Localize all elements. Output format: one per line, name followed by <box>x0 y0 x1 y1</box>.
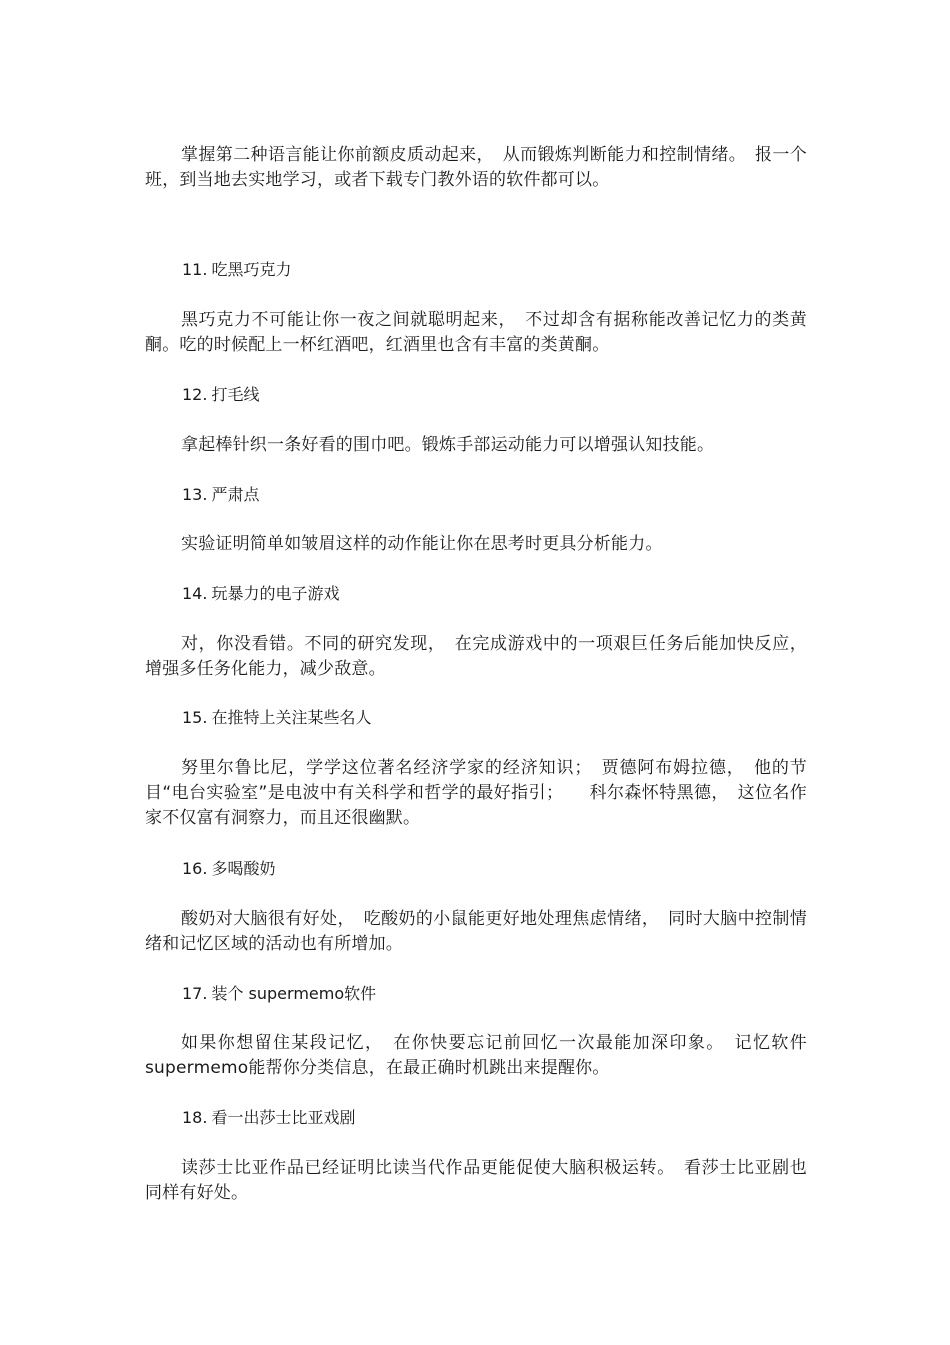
section-number: 16. <box>182 859 208 878</box>
section-heading-11 <box>182 259 291 281</box>
section-heading-17 <box>182 983 376 1005</box>
section-body-16: 酸奶对大脑很有好处， 吃酸奶的小鼠能更好地处理焦虑情绪， 同时大脑中控制情绪和记忆区域的活动也有所增加。 <box>145 909 807 954</box>
section-number: 12. <box>182 385 208 404</box>
section-title: 打毛线 <box>211 385 260 404</box>
section-title: 吃黑巧克力 <box>211 260 292 279</box>
section-title: 在推特上关注某些名人 <box>211 708 372 727</box>
section-heading-14 <box>182 583 339 605</box>
section-body-14: 对，你没看错。不同的研究发现， 在完成游戏中的一项艰巨任务后能加快反应，增强多任务化能力，减少敌意。 <box>145 634 807 679</box>
section-title: 玩暴力的电子游戏 <box>211 584 340 603</box>
section-body-12: 拿起棒针织一条好看的围巾吧。锻炼手部运动能力可以增强认知技能。 <box>181 435 715 455</box>
section-title: 多喝酸奶 <box>211 859 276 878</box>
section-body-15: 努里尔鲁比尼，学学这位著名经济学家的经济知识； 贾德阿布姆拉德， 他的节目“电台实验室”是电波中有关科学和哲学的最好指引； 科尔森怀特黑德， 这位名作家不仅富有洞察力，而且还很幽默。 <box>145 758 807 828</box>
intro-paragraph: 掌握第二种语言能让你前额皮质动起来， 从而锻炼判断能力和控制情绪。 报一个班，到当地去实地学习，或者下载专门教外语的软件都可以。 <box>145 145 807 190</box>
section-heading-18 <box>182 1107 355 1129</box>
section-number: 11. <box>182 260 208 279</box>
section-number: 15. <box>182 708 208 727</box>
section-heading-12 <box>182 384 259 406</box>
section-number: 14. <box>182 584 208 603</box>
section-body-13: 实验证明简单如皱眉这样的动作能让你在思考时更具分析能力。 <box>181 534 663 554</box>
section-title: 装个 supermemo软件 <box>211 984 377 1003</box>
section-body-18: 读莎士比亚作品已经证明比读当代作品更能促使大脑积极运转。 看莎士比亚剧也同样有好处。 <box>145 1158 807 1203</box>
section-heading-13 <box>182 484 259 506</box>
section-heading-16 <box>182 858 275 880</box>
section-number: 13. <box>182 485 208 504</box>
section-title: 严肃点 <box>211 485 260 504</box>
section-body-17: 如果你想留住某段记忆， 在你快要忘记前回忆一次最能加深印象。 记忆软件supermemo能帮你分类信息，在最正确时机跳出来提醒你。 <box>145 1033 807 1078</box>
section-body-11: 黑巧克力不可能让你一夜之间就聪明起来， 不过却含有据称能改善记忆力的类黄酮。吃的时候配上一杯红酒吧，红酒里也含有丰富的类黄酮。 <box>145 310 807 355</box>
section-number: 17. <box>182 984 208 1003</box>
section-heading-15 <box>182 707 371 729</box>
section-number: 18. <box>182 1108 208 1127</box>
section-title: 看一出莎士比亚戏剧 <box>211 1108 356 1127</box>
